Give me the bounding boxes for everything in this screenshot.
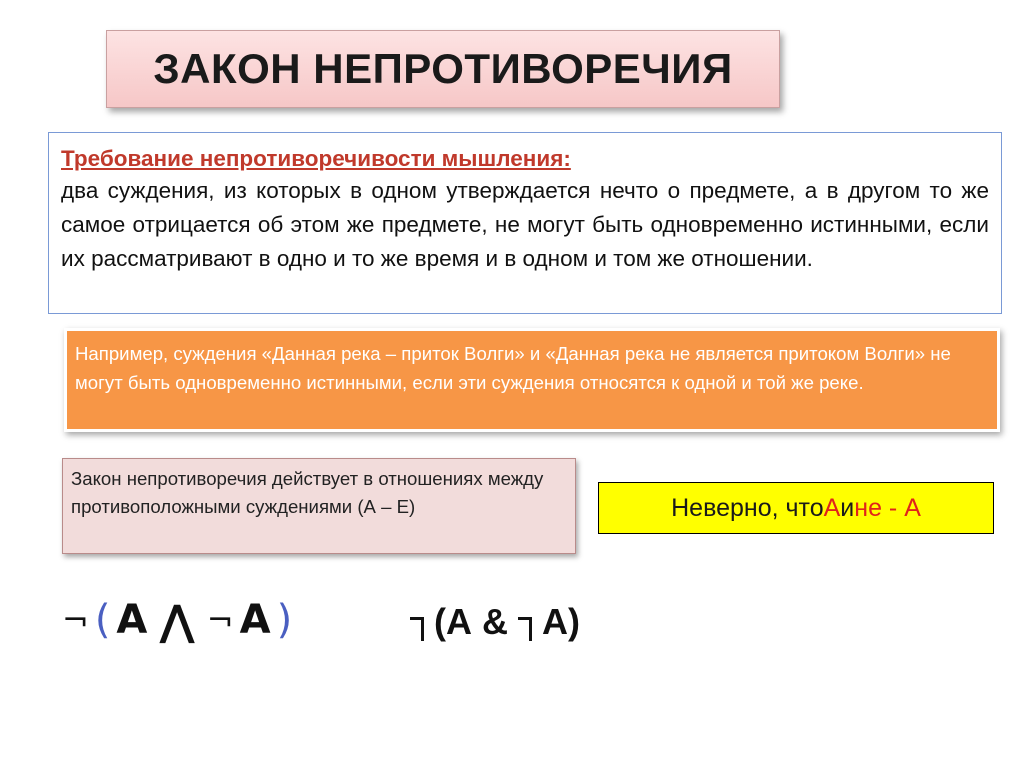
variable-a-2: A bbox=[239, 597, 271, 643]
negation-corner-icon-2 bbox=[518, 617, 532, 641]
notice-part-5: не - А bbox=[854, 493, 921, 522]
notice-part-4: и bbox=[840, 493, 855, 522]
law-text: Закон непротиворечия действует в отношениях между противоположными суждениями (А – Е) bbox=[71, 468, 544, 517]
close-paren: ) bbox=[276, 597, 293, 643]
page-title: ЗАКОН НЕПРОТИВОРЕЧИЯ bbox=[153, 45, 733, 92]
negation-symbol-2: ¬ bbox=[206, 601, 234, 639]
variable-a: A bbox=[116, 597, 148, 643]
notice-box bbox=[598, 482, 994, 534]
title-box bbox=[106, 30, 780, 108]
definition-text: два суждения, из которых в одном утверждается нечто о предмете, а в другом то же самое отрицается об этом же предмете, не могут быть одновременно истинными, если их рассматривают в одно и то же время и в одном и том же отношении. bbox=[61, 178, 989, 271]
example-box bbox=[64, 328, 1000, 432]
formula2-close: А) bbox=[542, 601, 580, 642]
definition-heading: Требование непротиворечивости мышления: bbox=[61, 146, 571, 171]
formula-symbolic bbox=[62, 590, 292, 650]
law-box bbox=[62, 458, 576, 554]
negation-symbol: ¬ bbox=[62, 601, 89, 639]
definition-box bbox=[48, 132, 1002, 314]
formula-text bbox=[410, 592, 580, 652]
notice-part-3: А bbox=[823, 493, 841, 522]
notice-part-1: Неверно bbox=[671, 493, 772, 522]
formula2-open: (А & bbox=[434, 601, 508, 642]
notice-part-2: , что bbox=[771, 493, 824, 522]
open-paren: ( bbox=[94, 597, 111, 643]
conjunction-symbol: ⋀ bbox=[159, 595, 195, 645]
example-text: Например, суждения «Данная река – приток Волги» и «Данная река не является притоком Волги» не могут быть одновременно истинными, если эти суждения относятся к одной и той же реке. bbox=[75, 343, 951, 393]
negation-corner-icon bbox=[410, 617, 424, 641]
